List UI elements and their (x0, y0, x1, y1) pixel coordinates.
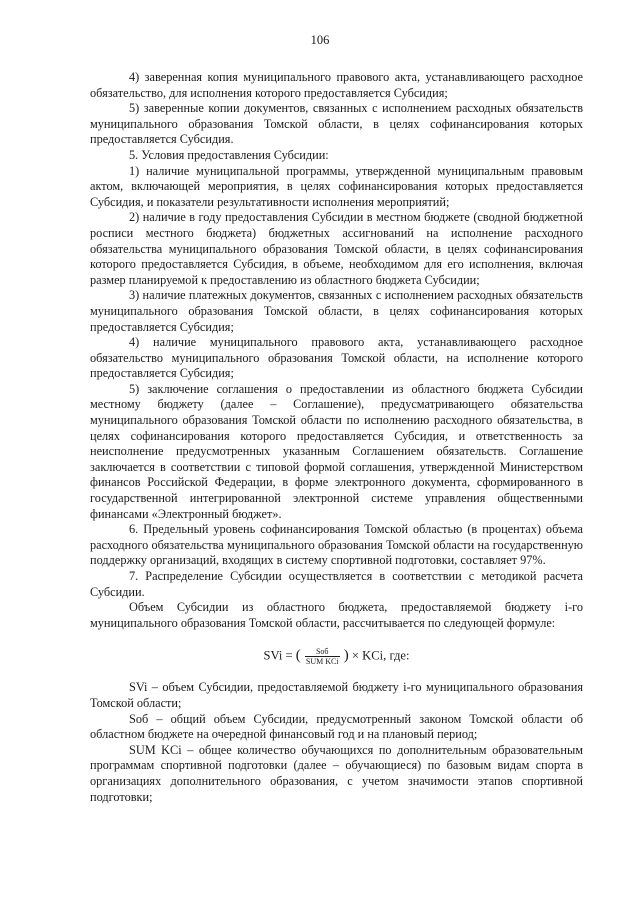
condition-2: 2) наличие в году предоставления Субсидии в местном бюджете (сводной бюджетной росписи местного бюджета) бюджетных ассигнований на исполнение расходного обязательства муниципального образования Томской области, в целях софинансирования которого предоставляется Субсидия, в объеме, необходимом для его исполнения, включая размер планируемой к предоставлению из областного бюджета Субсидии; (90, 210, 583, 287)
formula-fraction (305, 647, 340, 666)
paragraph-item-4-copy-act: 4) заверенная копия муниципального правового акта, устанавливающего расходное обязательство, для исполнения которого предоставляется Субсидия; (90, 70, 583, 100)
formula-denominator: SUM KCi (305, 657, 339, 667)
definition-sob: Sоб – общий объем Субсидии, предусмотренный законом Томской области об областном бюджете на очередной финансовый год и на плановый период; (90, 711, 583, 742)
definition-sum-kci: SUM KCi – общее количество обучающихся по дополнительным образовательным программам спортивной подготовки (далее – обучающиеся) по базовым видам спорта в организациях дополнительного образования, с учетом значимости этапов спортивной подготовки; (90, 742, 583, 804)
section-5-heading: 5. Условия предоставления Субсидии: (129, 147, 329, 162)
definition-svi: SVi – объем Субсидии, предоставляемой бюджету i-го муниципального образования Томской области; (90, 680, 583, 710)
document-body (90, 70, 583, 805)
condition-3: 3) наличие платежных документов, связанных с исполнением расходных обязательств муниципального образования Томской области, в целях софинансирования которых предоставляется Субсидия; (90, 288, 583, 334)
subsidy-formula (90, 647, 583, 666)
condition-5: 5) заключение соглашения о предоставлении из областного бюджета Субсидии местному бюджету (далее – Соглашение), предусматривающего обязательства муниципального образования Томской области по исполнению расходного обязательства, в целях софинансирования которого предоставляется Субсидия, и ответственность за неисполнение предусмотренных указанным Соглашением обязательств. Соглашение заключается в соответствии с типовой формой соглашения, утвержденной Министерством финансов Российской Федерации, в форме электронного документа, сформированного в государственной интегрированной электронной системе управления общественными финансами «Электронный бюджет». (90, 381, 583, 521)
condition-1: 1) наличие муниципальной программы, утвержденной муниципальным правовым актом, включающей мероприятия, в целях софинансирования которых предоставляется Субсидия, и показатели результативности исполнения мероприятий; (90, 163, 583, 209)
formula-close-paren: ) (343, 648, 349, 665)
section-7-paragraph: 7. Распределение Субсидии осуществляется в соответствии с методикой расчета Субсидии. (90, 569, 583, 599)
formula-intro: Объем Субсидии из областного бюджета, предоставляемой бюджету i-го муниципального образования Томской области, рассчитывается по следующей формуле: (90, 600, 583, 630)
formula-lhs: SVi = (263, 648, 296, 663)
section-6-paragraph: 6. Предельный уровень софинансирования Томской областью (в процентах) объема расходного обязательства муниципального образования Томской области на государственную поддержку организаций, входящих в систему спортивной подготовки, составляет 97%. (90, 522, 583, 568)
condition-4: 4) наличие муниципального правового акта, устанавливающего расходное обязательство муниципального образования Томской области, на исполнение которого предоставляется Субсидия; (90, 335, 583, 381)
formula-rhs: × KCi, где: (351, 648, 410, 663)
paragraph-item-5-copies-docs: 5) заверенные копии документов, связанных с исполнением расходных обязательств муниципального образования Томской области, в целях софинансирования которых предоставляется Субсидия. (90, 101, 583, 147)
page-number: 106 (310, 33, 330, 47)
formula-numerator: Sоб (305, 647, 340, 657)
formula-open-paren: ( (295, 648, 301, 665)
